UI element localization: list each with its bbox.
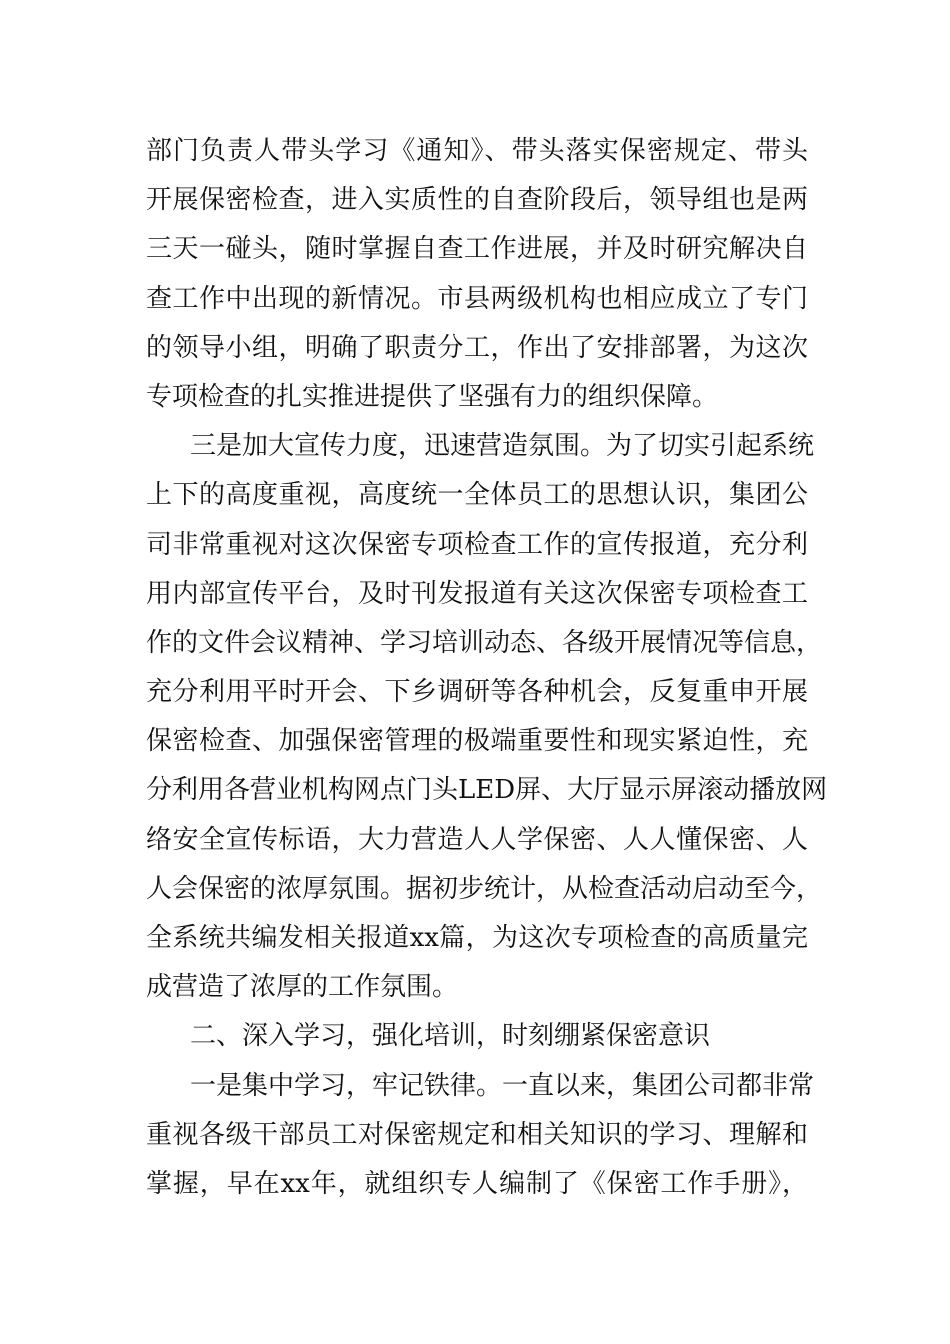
text-line: 上下的高度重视，高度统一全体员工的思想认识，集团公 [146,480,808,511]
text-line: 成营造了浓厚的工作氛围。 [146,972,459,1003]
text-line: 保密检查、加强保密管理的极端重要性和现实紧迫性，充 [146,726,808,757]
text-line: 作的文件会议精神、学习培训动态、各级开展情况等信息， [146,627,823,658]
text-line: 的领导小组，明确了职责分工，作出了安排部署，为这次 [146,332,808,363]
text-line: 专项检查的扎实推进提供了坚强有力的组织保障。 [146,381,719,412]
text-line: 二、深入学习，强化培训，时刻绷紧保密意识 [190,1021,711,1052]
text-line: 查工作中出现的新情况。市县两级机构也相应成立了专门 [146,283,808,314]
text-line: 一是集中学习，牢记铁律。一直以来，集团公司都非常 [190,1070,815,1101]
text-line: 充分利用平时开会、下乡调研等各种机会，反复重申开展 [146,677,808,708]
text-line: 用内部宣传平台，及时刊发报道有关这次保密专项检查工 [146,578,808,609]
text-line: 三是加大宣传力度，迅速营造氛围。为了切实引起系统 [190,431,815,462]
text-line: 重视各级干部员工对保密规定和相关知识的学习、理解和 [146,1119,808,1150]
text-line: 三天一碰头，随时掌握自查工作进展，并及时研究解决自 [146,234,808,265]
text-line: 人会保密的浓厚氛围。据初步统计，从检查活动启动至今， [146,873,823,904]
text-line: 全系统共编发相关报道xx篇，为这次专项检查的高质量完 [146,923,808,953]
text-line: 分利用各营业机构网点门头LED屏、大厅显示屏滚动播放网 [146,775,828,806]
text-line: 开展保密检查，进入实质性的自查阶段后，领导组也是两 [146,185,808,216]
text-line: 掌握，早在xx年，就组织专人编制了《保密工作手册》， [146,1168,808,1199]
text-line: 司非常重视对这次保密专项检查工作的宣传报道，充分利 [146,529,808,560]
body-text [146,127,828,1209]
text-line: 部门负责人带头学习《通知》、带头落实保密规定、带头 [146,136,808,166]
text-line: 络安全宣传标语，大力营造人人学保密、人人懂保密、人 [146,824,808,855]
